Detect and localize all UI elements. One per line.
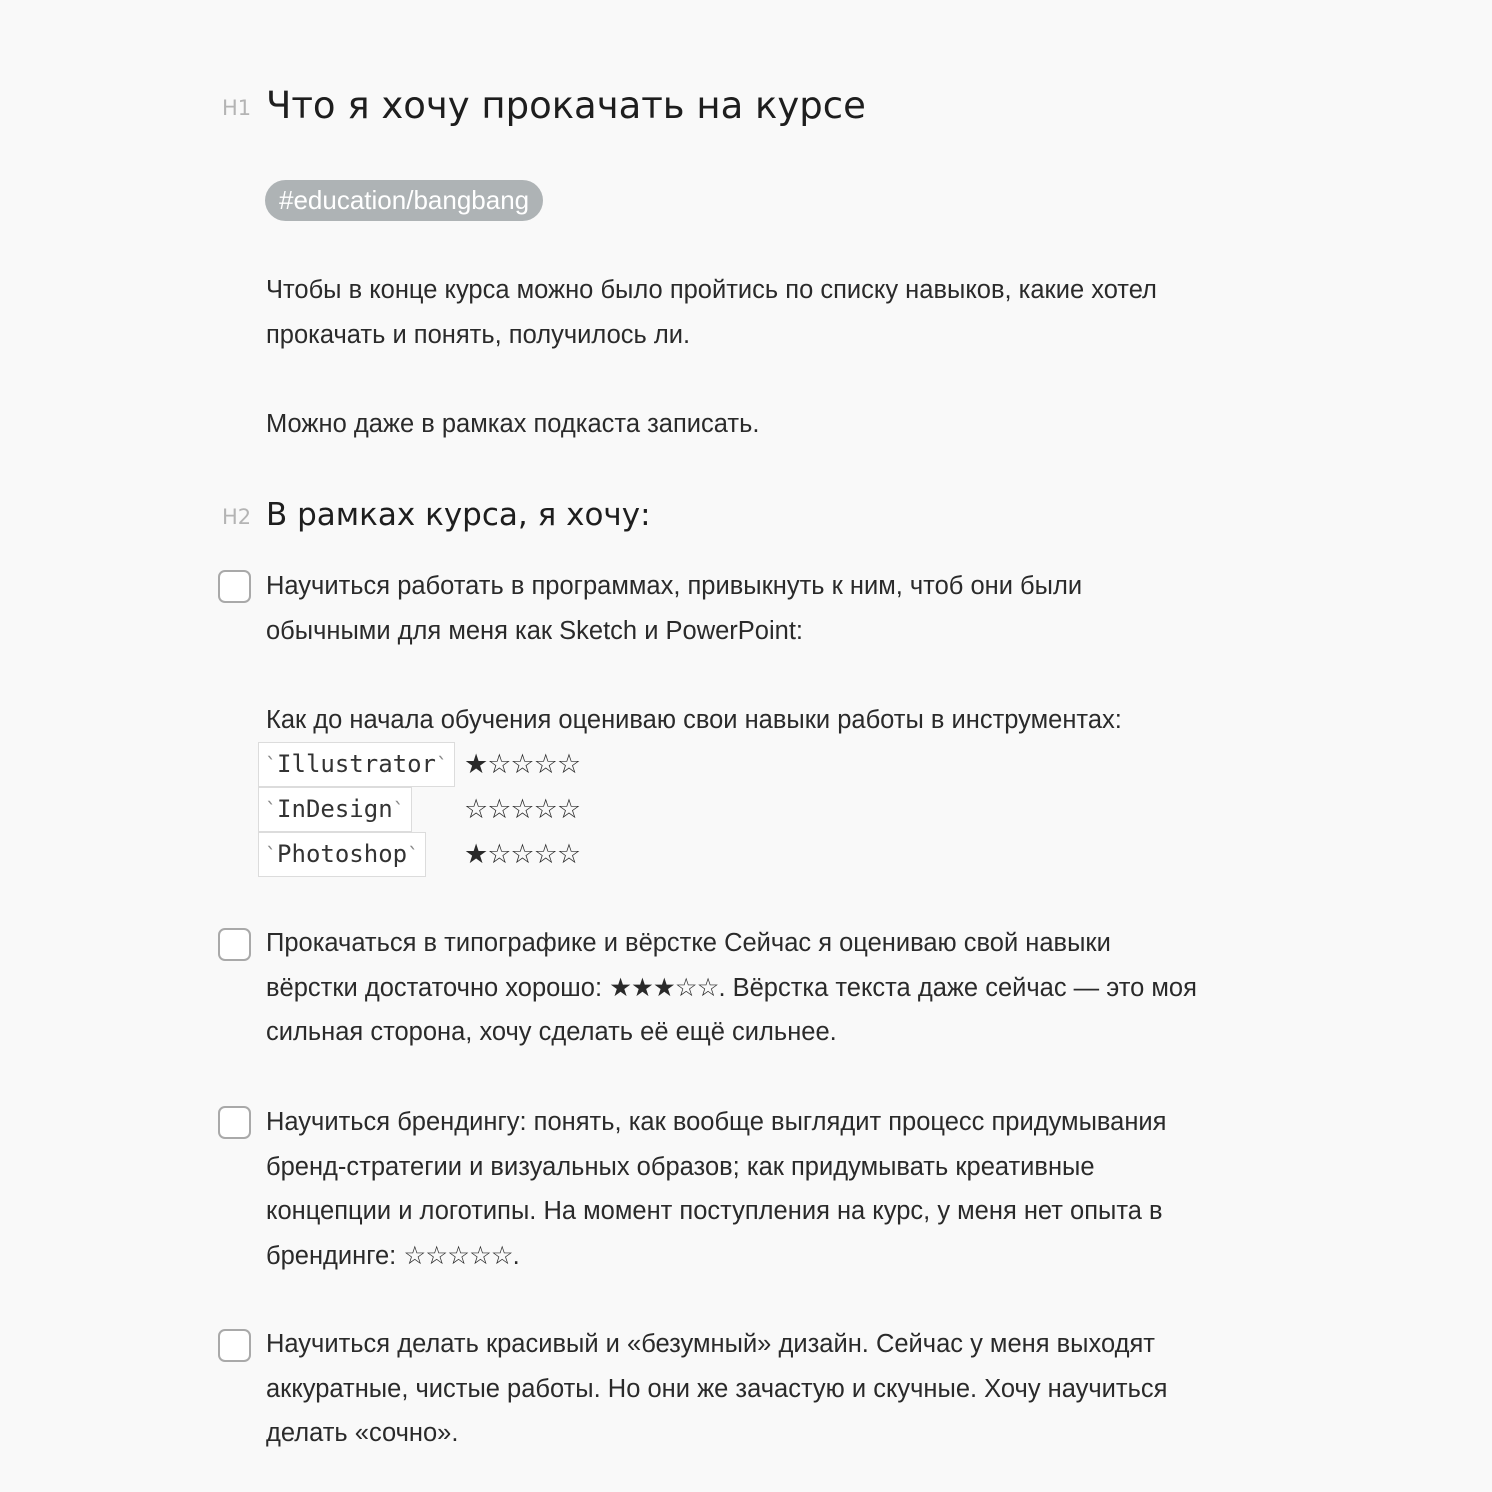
task-text-typography [266,921,1206,1055]
tool-name-code: `Illustrator` [258,742,455,787]
star-rating: ★★★☆☆ [609,973,719,1002]
tools-rating-intro: Как до начала обучения оцениваю свои навыки работы в инструментах: [266,706,1122,734]
podcast-paragraph: Можно даже в рамках подкаста записать. [266,410,760,438]
task-text-part: . Вёрстка текста даже сейчас — это моя сильная сторона, хочу сделать её ещё сильнее. [266,973,1197,1046]
task-checkbox-branding[interactable] [218,1106,251,1139]
task-checkbox-programs[interactable] [218,570,251,603]
star-rating: ★☆☆☆☆ [464,749,581,780]
h1-marker: H1 [222,96,252,120]
task-checkbox-design[interactable] [218,1329,251,1362]
tag-badge[interactable]: #education/bangbang [265,180,543,221]
star-rating: ★☆☆☆☆ [464,839,581,870]
intro-paragraph: Чтобы в конце курса можно было пройтись по списку навыков, какие хотел прокачать и понять, получилось ли. [266,276,1157,349]
task-checkbox-typography[interactable] [218,928,251,961]
task-text-part: Прокачаться в типографике и вёрстке Сейчас я оцениваю свой навыки вёрстки достаточно хорошо: [266,929,1111,1002]
star-rating: ☆☆☆☆☆ [464,794,581,825]
section-heading: В рамках курса, я хочу: [266,497,651,533]
tool-name-code: `Photoshop` [258,832,426,877]
task-text-design: Научиться делать красивый и «безумный» дизайн. Сейчас у меня выходят аккуратные, чистые работы. Но они же зачастую и скучные. Хочу научиться делать «сочно». [266,1330,1168,1447]
star-rating: ☆☆☆☆☆ [403,1241,513,1270]
page-title: Что я хочу прокачать на курсе [266,84,866,127]
tool-name-code: `InDesign` [258,787,412,832]
task-text-branding [266,1100,1206,1278]
task-text-part: Научиться брендингу: понять, как вообще выглядит процесс придумывания бренд-стратегии и визуальных образов; как придумывать креативные концепции и логотипы. На момент поступления на курс, у меня нет опыта в брендинге: [266,1108,1167,1270]
task-text-programs: Научиться работать в программах, привыкнуть к ним, чтоб они были обычными для меня как Sketch и PowerPoint: [266,572,1083,645]
h2-marker: H2 [222,505,252,529]
task-text-part: . [512,1241,520,1270]
